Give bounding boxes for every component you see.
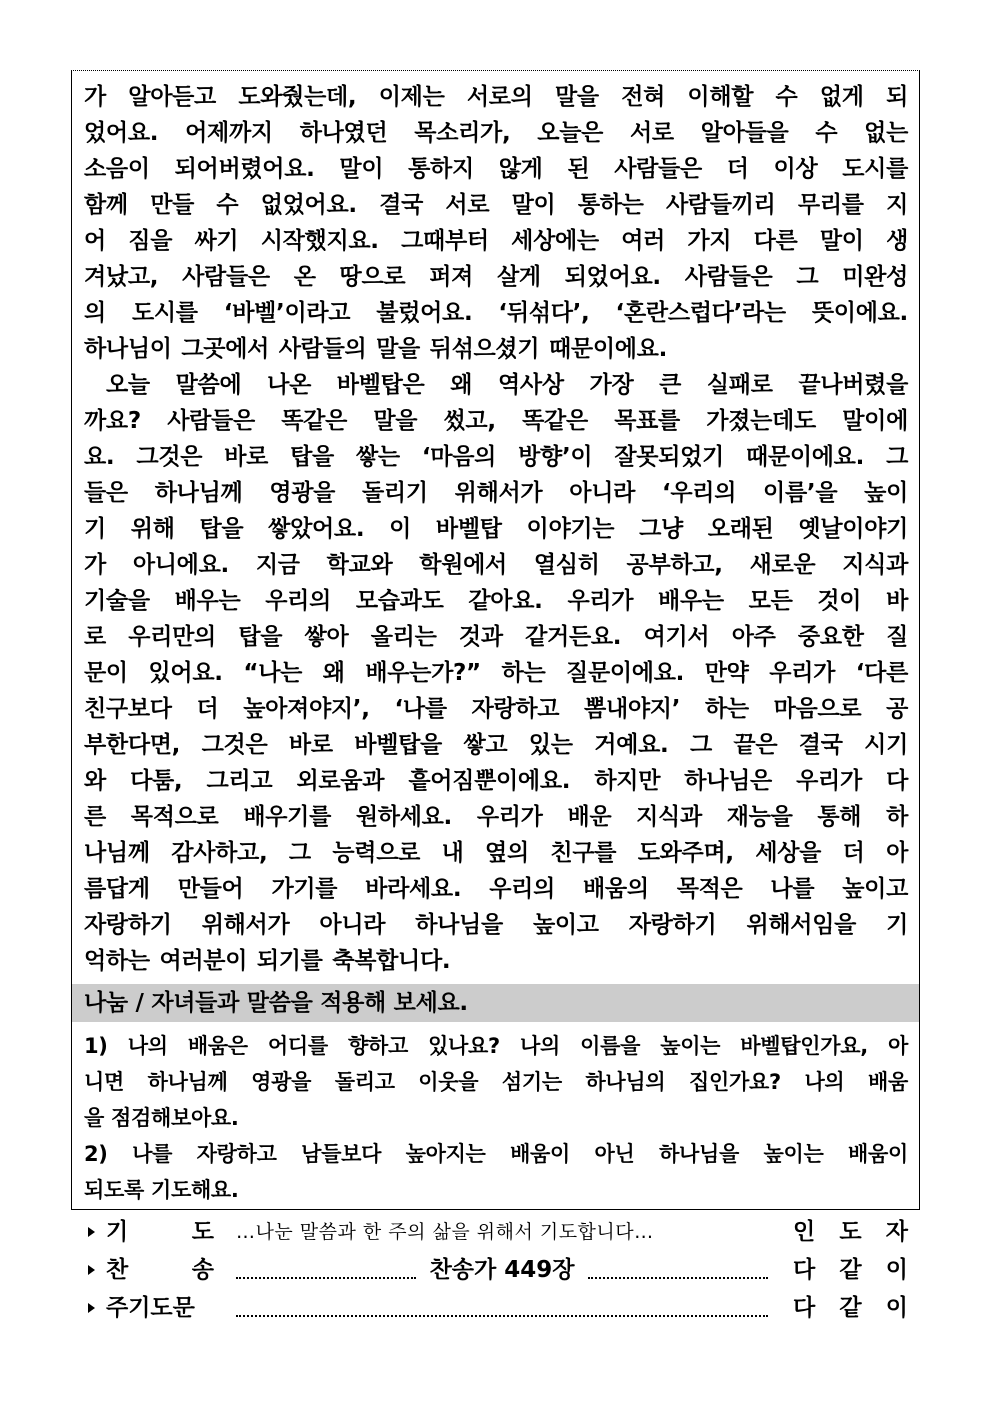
sermon-line: 가 알아듣고 도와줬는데, 이제는 서로의 말을 전혀 이해할 수 없게 되 [84, 84, 908, 110]
dot-leader [236, 1251, 416, 1289]
leader-char: 자 [885, 1219, 908, 1245]
hymn-number: 찬송가 449장 [429, 1257, 575, 1283]
question-line: 니면 하나님께 영광을 돌리고 이웃을 섬기는 하나님의 집인가요? 나의 배움 [84, 1070, 908, 1094]
leader-char: 인 [793, 1219, 816, 1245]
dot-leader [588, 1251, 768, 1289]
sermon-line: 어 짐을 싸기 시작했지요. 그때부터 세상에는 여러 가지 다른 말이 생 [84, 228, 908, 254]
order-row-prayer [88, 1213, 910, 1251]
question-line: 을 점검해보아요. [84, 1106, 239, 1130]
leader-char: 도 [839, 1219, 862, 1245]
order-leader [793, 1251, 908, 1289]
sermon-line: 의 도시를 ‘바벨’이라고 불렀어요. ‘뒤섞다’, ‘혼란스럽다’라는 뜻이에요. [84, 300, 908, 326]
leader-char: 같 [839, 1257, 862, 1283]
prayer-note: …나눈 말씀과 한 주의 삶을 위해서 기도합니다… [236, 1221, 654, 1243]
label-char: 도 [191, 1219, 214, 1245]
share-questions [84, 1028, 908, 1208]
sermon-line: 들은 하나님께 영광을 돌리기 위해서가 아니라 ‘우리의 이름’을 높이 [84, 480, 908, 506]
sermon-line: 오늘 말씀에 나온 바벨탑은 왜 역사상 가장 큰 실패로 끝나버렸을 [106, 372, 909, 398]
leader-char: 같 [839, 1295, 862, 1321]
order-row-lords-prayer [88, 1289, 910, 1327]
leader-char: 이 [885, 1295, 908, 1321]
label-char: 송 [191, 1257, 214, 1283]
share-section-heading: 나눔 / 자녀들과 말씀을 적용해 보세요. [72, 984, 919, 1022]
sermon-line: 른 목적으로 배우기를 원하세요. 우리가 배운 지식과 재능을 통해 하 [84, 804, 908, 830]
dot-leader [236, 1289, 768, 1327]
sermon-line: 기 위해 탑을 쌓았어요. 이 바벨탑 이야기는 그냥 오래된 옛날이야기 [84, 516, 908, 542]
leader-char: 다 [793, 1257, 816, 1283]
order-leader [793, 1213, 908, 1251]
leader-char: 이 [885, 1257, 908, 1283]
sermon-line: 가 아니에요. 지금 학교와 학원에서 열심히 공부하고, 새로운 지식과 [84, 552, 908, 578]
question-line: 2) 나를 자랑하고 남들보다 높아지는 배움이 아닌 하나님을 높이는 배움이 [84, 1142, 908, 1166]
triangle-bullet-icon [88, 1303, 95, 1313]
order-leader [793, 1289, 908, 1327]
sermon-line: 와 다툼, 그리고 외로움과 흩어짐뿐이에요. 하지만 하나님은 우리가 다 [84, 768, 908, 794]
sermon-line: 친구보다 더 높아져야지’, ‘나를 자랑하고 뽐내야지’ 하는 마음으로 공 [84, 696, 908, 722]
worship-order [88, 1213, 910, 1327]
sermon-line: 었어요. 어제까지 하나였던 목소리가, 오늘은 서로 알아들을 수 없는 [84, 120, 908, 146]
sermon-line: 로 우리만의 탑을 쌓아 올리는 것과 같거든요. 여기서 아주 중요한 질 [84, 624, 908, 650]
sermon-line: 문이 있어요. “나는 왜 배우는가?” 하는 질문이에요. 만약 우리가 ‘다른 [84, 660, 908, 686]
sermon-text [84, 79, 908, 979]
label-char: 기 [106, 1219, 129, 1245]
sermon-box [71, 70, 920, 1210]
sermon-line: 기술을 배우는 우리의 모습과도 같아요. 우리가 배우는 모든 것이 바 [84, 588, 908, 614]
sermon-line: 요. 그것은 바로 탑을 쌓는 ‘마음의 방향’이 잘못되었기 때문이에요. 그 [84, 444, 908, 470]
label-char: 찬 [106, 1257, 129, 1283]
leader-char: 다 [793, 1295, 816, 1321]
order-description [236, 1251, 768, 1289]
order-label [106, 1213, 214, 1251]
order-label [106, 1251, 214, 1289]
sermon-line: 자랑하기 위해서가 아니라 하나님을 높이고 자랑하기 위해서임을 기 [84, 912, 908, 938]
order-row-hymn [88, 1251, 910, 1289]
label-text: 주기도문 [106, 1295, 195, 1321]
order-label [106, 1289, 214, 1327]
question-line: 1) 나의 배움은 어디를 향하고 있나요? 나의 이름을 높이는 바벨탑인가요, 아 [84, 1034, 908, 1058]
order-description [236, 1213, 768, 1251]
sermon-line: 나님께 감사하고, 그 능력으로 내 옆의 친구를 도와주며, 세상을 더 아 [84, 840, 908, 866]
triangle-bullet-icon [88, 1227, 95, 1237]
sermon-line: 소음이 되어버렸어요. 말이 통하지 않게 된 사람들은 더 이상 도시를 [84, 156, 908, 182]
triangle-bullet-icon [88, 1265, 95, 1275]
sermon-line: 하나님이 그곳에서 사람들의 말을 뒤섞으셨기 때문이에요. [84, 336, 668, 362]
sermon-line: 까요? 사람들은 똑같은 말을 썼고, 똑같은 목표를 가졌는데도 말이에 [84, 408, 908, 434]
sermon-line: 부한다면, 그것은 바로 바벨탑을 쌓고 있는 거예요. 그 끝은 결국 시기 [84, 732, 908, 758]
sermon-line: 름답게 만들어 가기를 바라세요. 우리의 배움의 목적은 나를 높이고 [84, 876, 908, 902]
sermon-line: 함께 만들 수 없었어요. 결국 서로 말이 통하는 사람들끼리 무리를 지 [84, 192, 908, 218]
sermon-line: 겨났고, 사람들은 온 땅으로 퍼져 살게 되었어요. 사람들은 그 미완성 [84, 264, 908, 290]
order-description [236, 1289, 768, 1327]
question-line: 되도록 기도해요. [84, 1178, 239, 1202]
sermon-line: 억하는 여러분이 되기를 축복합니다. [84, 948, 451, 974]
